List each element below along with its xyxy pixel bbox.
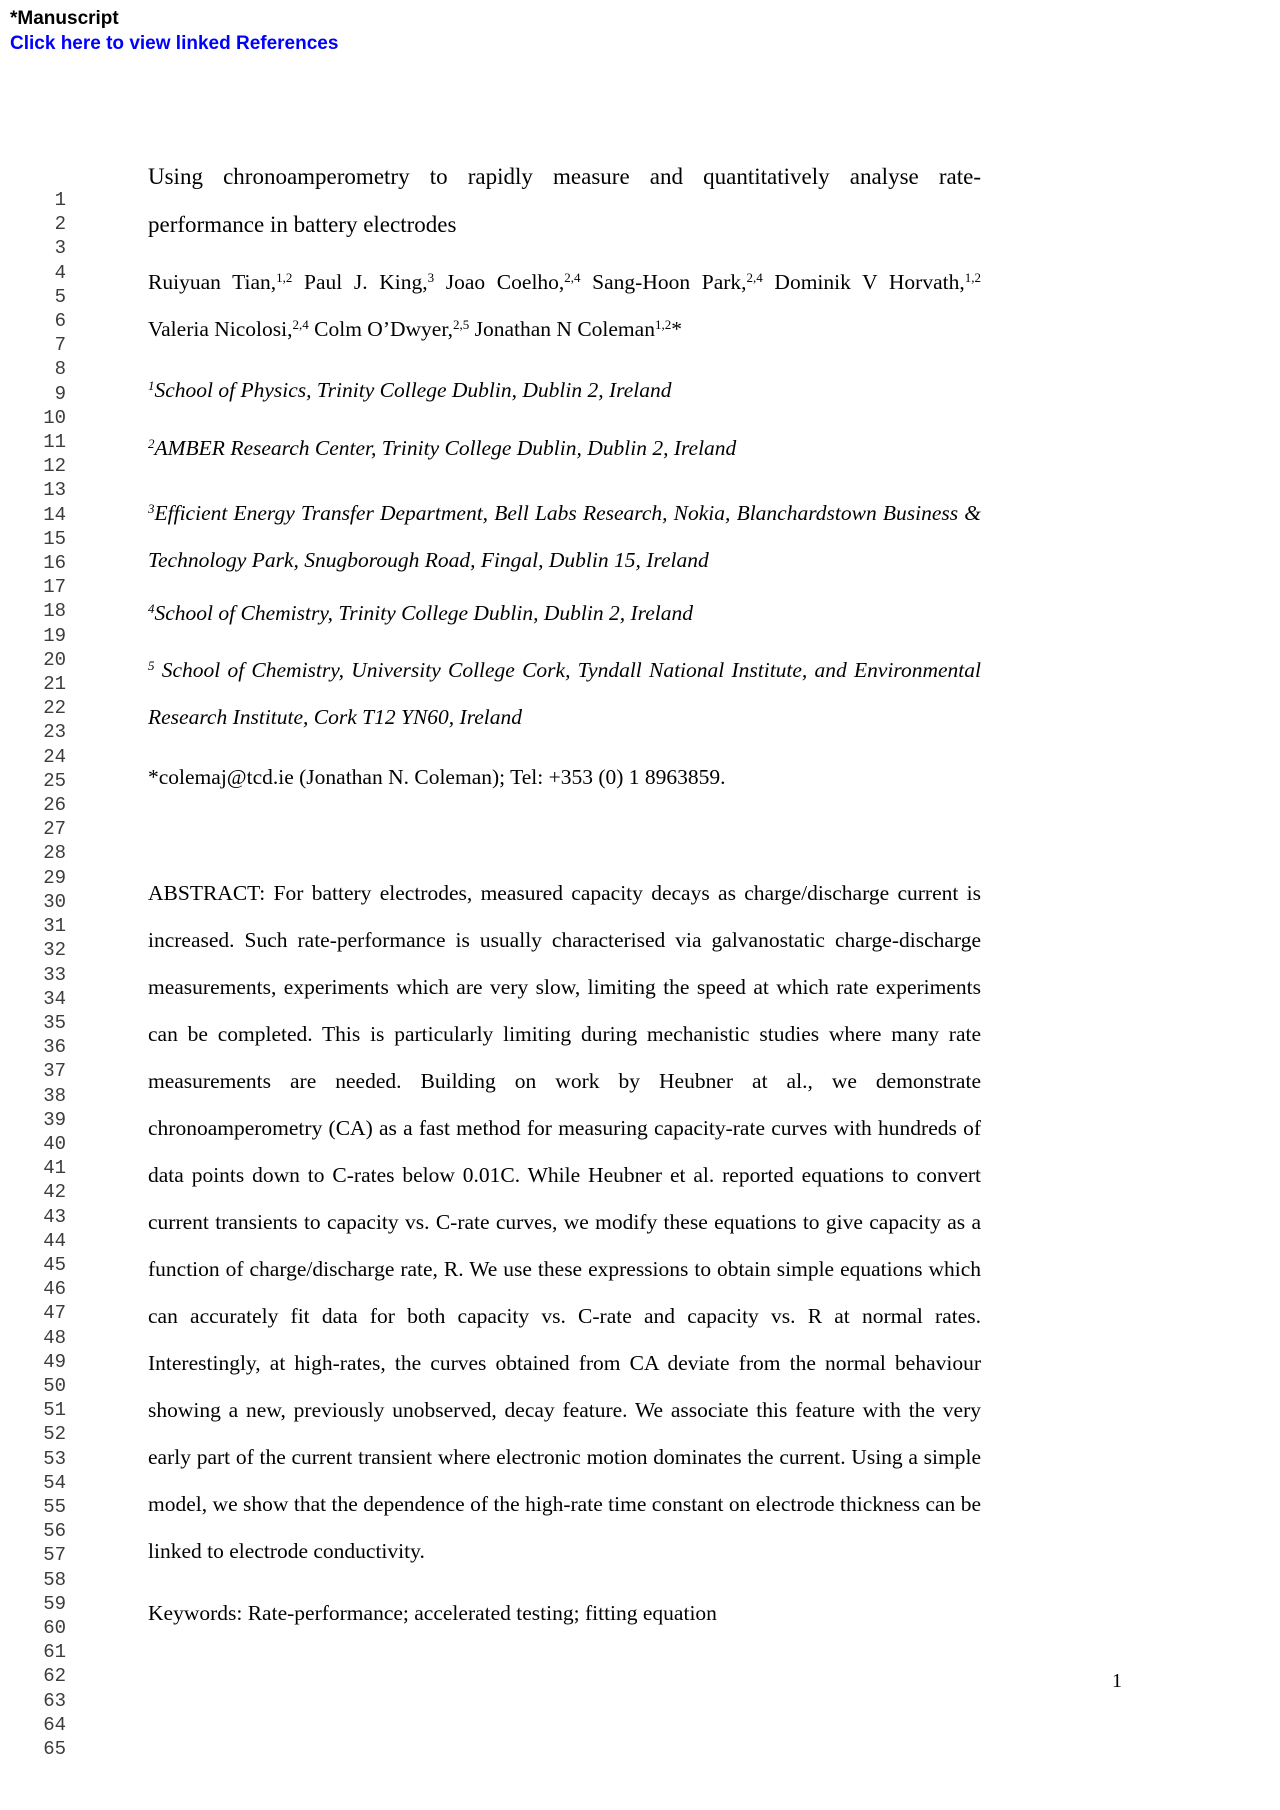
line-number: 40: [43, 1132, 66, 1155]
line-number: 10: [43, 406, 66, 429]
affiliation-4: [148, 590, 981, 637]
line-number: 15: [43, 527, 66, 550]
affiliation-number: 2: [148, 436, 155, 451]
line-number: 9: [54, 382, 66, 405]
line-number: 49: [43, 1350, 66, 1373]
line-number: 30: [43, 890, 66, 913]
line-number: 35: [43, 1011, 66, 1034]
line-number: 62: [43, 1665, 66, 1688]
line-number: 36: [43, 1036, 66, 1059]
line-number: 60: [43, 1616, 66, 1639]
author-affil-marker: 3: [427, 270, 435, 285]
author-name: Dominik V Horvath,: [762, 270, 965, 294]
author-affil-marker: 2,5: [453, 317, 470, 332]
corresponding-author-contact: *colemaj@tcd.ie (Jonathan N. Coleman); Tel: +353 (0) 1 8963859.: [148, 765, 726, 789]
author-name: Valeria Nicolosi,: [148, 317, 293, 341]
line-number: 33: [43, 963, 66, 986]
affiliation-text: School of Chemistry, Trinity College Dublin, Dublin 2, Ireland: [154, 601, 693, 625]
paper-title-line-2: performance in battery electrodes: [148, 212, 457, 237]
line-number: 22: [43, 697, 66, 720]
page-number: 1: [1112, 1670, 1122, 1692]
line-number: 14: [43, 503, 66, 526]
line-number: 32: [43, 939, 66, 962]
line-number: 42: [43, 1181, 66, 1204]
author-affil-marker: 1,2: [654, 317, 672, 332]
line-number: 51: [43, 1399, 66, 1422]
author-name: Ruiyuan Tian,: [148, 270, 277, 294]
line-number: 44: [43, 1229, 66, 1252]
line-number: 3: [54, 237, 66, 260]
line-number: 55: [43, 1495, 66, 1518]
keywords-line: Keywords: Rate-performance; accelerated testing; fitting equation: [148, 1601, 717, 1625]
affiliation-text: AMBER Research Center, Trinity College Dublin, Dublin 2, Ireland: [154, 436, 737, 460]
line-number: 20: [43, 648, 66, 671]
line-number: 28: [43, 842, 66, 865]
author-list: [148, 259, 981, 353]
affiliation-2: [148, 425, 981, 472]
line-number: 59: [43, 1592, 66, 1615]
line-number: 65: [43, 1738, 66, 1760]
line-number: 6: [54, 310, 66, 333]
affiliation-text: Efficient Energy Transfer Department, Bell Labs Research, Nokia, Blanchardstown Business & Technology Park, Snugborough Road, Fingal, Dublin 15, Ireland: [148, 501, 981, 572]
author-name: Paul J. King,: [292, 270, 428, 294]
line-number: 26: [43, 794, 66, 817]
line-number: 24: [43, 745, 66, 768]
line-number-column: [0, 188, 66, 1761]
line-number: 29: [43, 866, 66, 889]
author-affil-marker: 2,4: [746, 270, 763, 285]
line-number: 52: [43, 1423, 66, 1446]
line-number: 12: [43, 455, 66, 478]
author-name: Joao Coelho,: [434, 270, 565, 294]
line-number: 57: [43, 1544, 66, 1567]
affiliation-5: [148, 647, 981, 741]
affiliation-text: School of Physics, Trinity College Dublin, Dublin 2, Ireland: [154, 378, 672, 402]
corresponding-author-asterisk: *: [671, 317, 682, 341]
author-name: Jonathan N Coleman: [469, 317, 655, 341]
line-number: 50: [43, 1374, 66, 1397]
line-number: 1: [54, 189, 66, 211]
line-number: 38: [43, 1084, 66, 1107]
line-number: 41: [43, 1157, 66, 1180]
affiliation-text: School of Chemistry, University College Cork, Tyndall National Institute, and Environmental Research Institute, Cork T12 YN60, Ireland: [148, 658, 981, 729]
line-number: 13: [43, 479, 66, 502]
affiliation-number: 5: [148, 658, 155, 673]
line-number: 46: [43, 1278, 66, 1301]
author-affil-marker: 1,2: [276, 270, 293, 285]
line-number: 64: [43, 1713, 66, 1736]
line-number: 5: [54, 285, 66, 308]
author-affil-marker: 2,4: [292, 317, 309, 332]
line-number: 27: [43, 818, 66, 841]
affiliation-3: [148, 490, 981, 584]
paper-title: [148, 153, 981, 249]
line-number: 34: [43, 987, 66, 1010]
line-number: 48: [43, 1326, 66, 1349]
author-name: Sang-Hoon Park,: [580, 270, 747, 294]
line-number: 4: [54, 261, 66, 284]
author-line-2: [148, 306, 981, 353]
affiliation-number: 1: [148, 378, 155, 393]
line-number: 17: [43, 576, 66, 599]
line-number: 53: [43, 1447, 66, 1470]
line-number: 8: [54, 358, 66, 381]
affiliation-1: [148, 367, 981, 414]
linked-references-link[interactable]: Click here to view linked References: [10, 33, 339, 54]
line-number: 31: [43, 915, 66, 938]
line-number: 23: [43, 721, 66, 744]
author-affil-marker: 2,4: [564, 270, 581, 285]
line-number: 19: [43, 624, 66, 647]
abstract-paragraph: ABSTRACT: For battery electrodes, measured capacity decays as charge/discharge current is increased. Such rate-performance is usually characterised via galvanostatic charge-discharge measurements, experiments which are very slow, limiting the speed at which rate experiments can be completed. This is particularly limiting during mechanistic studies where many rate measurements are needed. Building on work by Heubner at al., we demonstrate chronoamperometry (CA) as a fast method for measuring capacity-rate curves with hundreds of data points down to C-rates below 0.01C. While Heubner et al. reported equations to convert current transients to capacity vs. C-rate curves, we modify these equations to give capacity as a function of charge/discharge rate, R. We use these expressions to obtain simple equations which can accurately fit data for both capacity vs. C-rate and capacity vs. R at normal rates. Interestingly, at high-rates, the curves obtained from CA deviate from the normal behaviour showing a new, previously unobserved, decay feature. We associate this feature with the very early part of the current transient where electronic motion dominates the current. Using a simple model, we show that the dependence of the high-rate time constant on electrode thickness can be linked to electrode conductivity.: [148, 881, 981, 1563]
line-number: 63: [43, 1689, 66, 1712]
line-number: 11: [43, 431, 66, 454]
author-line-1: [148, 259, 981, 306]
line-number: 58: [43, 1568, 66, 1591]
line-number: 21: [43, 673, 66, 696]
affiliation-number: 4: [148, 601, 155, 616]
line-number: 39: [43, 1108, 66, 1131]
line-number: 56: [43, 1520, 66, 1543]
line-number: 2: [54, 213, 66, 236]
author-affil-marker: 1,2: [964, 270, 981, 285]
line-number: 25: [43, 769, 66, 792]
line-number: 18: [43, 600, 66, 623]
line-number: 47: [43, 1302, 66, 1325]
line-number: 37: [43, 1060, 66, 1083]
line-number: 54: [43, 1471, 66, 1494]
line-number: 7: [54, 334, 66, 357]
paper-title-line-1: Using chronoamperometry to rapidly measure and quantitatively analyse rate-: [148, 164, 981, 189]
affiliation-number: 3: [148, 501, 155, 516]
line-number: 16: [43, 552, 66, 575]
manuscript-label: *Manuscript: [10, 8, 119, 29]
author-name: Colm O’Dwyer,: [308, 317, 453, 341]
line-number: 43: [43, 1205, 66, 1228]
line-number: 45: [43, 1253, 66, 1276]
line-number: 61: [43, 1641, 66, 1664]
submission-header: [10, 6, 338, 56]
